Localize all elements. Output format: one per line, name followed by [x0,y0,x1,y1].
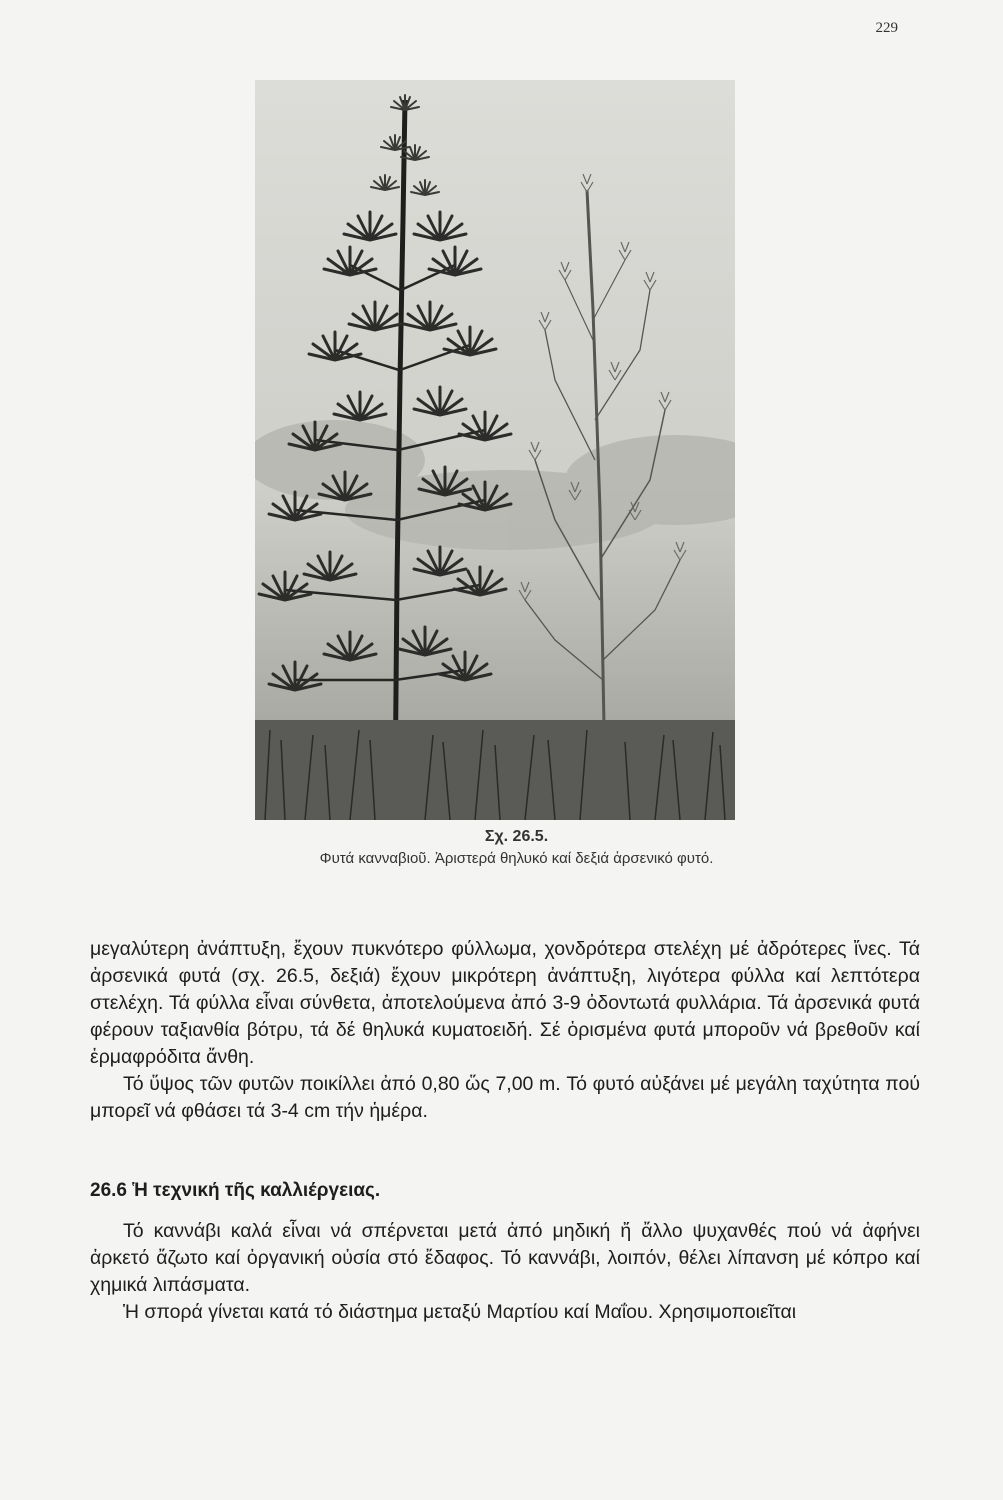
paragraph: μεγαλύτερη ἀνάπτυξη, ἔχουν πυκνότερο φύλλωμα, χονδρότερα στελέχη μέ ἀδρότερες ἴνες. Τά ἀρσενικά φυτά (σχ. 26.5, δεξιά) ἔχουν μικρότερη ἀνάπτυξη, λιγότερα φύλλα καί λεπτότερα στελέχη. Τά φύλλα εἶναι σύνθετα, ἀποτελούμενα ἀπό 3-9 ὀδοντωτά φυλλάρια. Τά ἀρσενικά φυτά φέρουν ταξιανθία βότρυ, τά δέ θηλυκά κυματοειδή. Σέ ὁρισμένα φυτά μποροῦν νά βρεθοῦν καί ἑρμαφρόδιτα ἄνθη. [90,938,920,1068]
figure-label: Σχ. 26.5. [484,828,549,845]
paragraph: Ἡ σπορά γίνεται κατά τό διάστημα μεταξύ Μαρτίου καί Μαΐου. Χρησιμοποιεῖται [123,1301,797,1323]
body-text [90,936,920,1125]
page-number: 229 [875,20,898,36]
cannabis-plants-photo [255,80,735,820]
section-body-text [90,1218,920,1326]
figure-caption: Φυτά κανναβιοῦ. Ἀριστερά θηλυκό καί δεξιά ἀρσενικό φυτό. [319,850,714,867]
paragraph: Τό ὕψος τῶν φυτῶν ποικίλλει ἀπό 0,80 ὥς 7,00 m. Τό φυτό αὐξάνει μέ μεγάλη ταχύτητα πού μπορεῖ νά φθάσει τά 3-4 cm τήν ἡμέρα. [90,1073,920,1122]
paragraph: Τό καννάβι καλά εἶναι νά σπέρνεται μετά ἀπό μηδική ἤ ἄλλο ψυχανθές πού νά ἀφήνει ἀρκετό ἄζωτο καί ὀργανική οὐσία στό ἔδαφος. Τό καννάβι, λοιπόν, θέλει λίπανση μέ κόπρο καί χημικά λιπάσματα. [90,1220,920,1296]
section-heading: 26.6 Ἡ τεχνική τῆς καλλιέργειας. [90,1180,381,1201]
